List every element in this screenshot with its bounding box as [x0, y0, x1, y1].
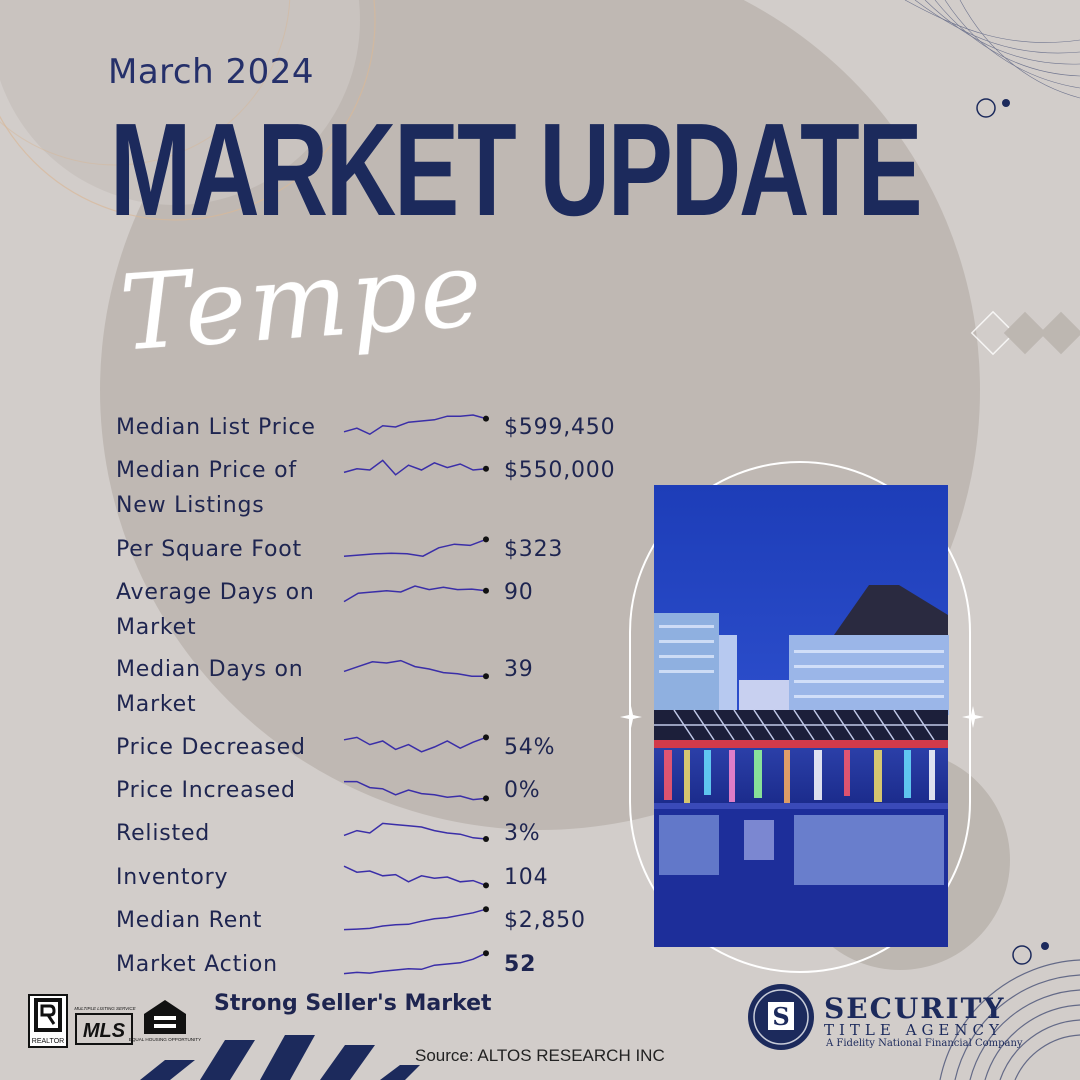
sparkline-endpoint — [483, 906, 489, 912]
trend-sparkline — [342, 775, 492, 805]
metric-value: $323 — [504, 537, 564, 562]
metric-label: Median Days on Market — [116, 657, 304, 717]
sparkle-icon — [962, 706, 984, 728]
sparkline-path — [344, 953, 486, 973]
sparkline-path — [344, 823, 486, 839]
metric-value: 54% — [504, 735, 556, 760]
headline: MARKET UPDATE — [110, 96, 921, 243]
metric-label: Price Decreased — [116, 735, 306, 760]
city-skyline-photo — [654, 485, 948, 947]
metric-label: Median Rent — [116, 908, 263, 933]
metric-value: 52 — [504, 952, 537, 977]
mls-logo — [72, 1002, 134, 1048]
metric-value: 0% — [504, 778, 541, 803]
metric-label: Average Days on Market — [116, 580, 315, 640]
badge-letter: S — [772, 1002, 790, 1031]
mls-small-text: MULTIPLE LISTING SERVICE — [74, 1006, 136, 1011]
trend-sparkline — [342, 732, 492, 762]
sparkline-path — [344, 539, 486, 556]
sparkle-icon — [620, 706, 642, 728]
market-verdict: Strong Seller's Market — [214, 991, 492, 1016]
trend-sparkline — [342, 577, 492, 607]
eho-text: EQUAL HOUSING OPPORTUNITY — [128, 1037, 202, 1042]
metric-label: Price Increased — [116, 778, 296, 803]
sparkline-endpoint — [483, 950, 489, 956]
city-name: Tempe — [116, 227, 489, 375]
metric-label: Per Square Foot — [116, 537, 302, 562]
security-title-badge — [746, 982, 816, 1052]
sparkline-endpoint — [483, 466, 489, 472]
metric-value: 39 — [504, 657, 534, 682]
metric-value: 104 — [504, 865, 549, 890]
sparkline-endpoint — [483, 795, 489, 801]
metric-label: Market Action — [116, 952, 278, 977]
sparkline-endpoint — [483, 416, 489, 422]
sparkline-endpoint — [483, 882, 489, 888]
trend-sparkline — [342, 905, 492, 935]
sparkline-path — [344, 866, 486, 885]
metric-value: 3% — [504, 821, 541, 846]
sparkline-endpoint — [483, 588, 489, 594]
company-subtitle: TITLE AGENCY — [824, 1021, 1004, 1039]
trend-sparkline — [342, 534, 492, 564]
sparkline-path — [344, 737, 486, 751]
trend-sparkline — [342, 862, 492, 892]
trend-sparkline — [342, 654, 492, 684]
metric-label: Inventory — [116, 865, 229, 890]
sparkline-endpoint — [483, 734, 489, 740]
sparkline-path — [344, 586, 486, 602]
sparkline-path — [344, 782, 486, 800]
trend-sparkline — [342, 412, 492, 442]
sparkline-path — [344, 661, 486, 677]
sparkline-endpoint — [483, 836, 489, 842]
sparkline-path — [344, 460, 486, 474]
trend-sparkline — [342, 818, 492, 848]
source-credit: Source: ALTOS RESEARCH INC — [415, 1046, 665, 1065]
sparkline-path — [344, 909, 486, 929]
metric-value: $599,450 — [504, 415, 616, 440]
equal-housing-logo — [128, 998, 202, 1050]
metric-label: Median Price of New Listings — [116, 458, 297, 518]
realtor-logo — [28, 994, 68, 1048]
mls-text: MLS — [82, 1020, 126, 1042]
sparkline-endpoint — [483, 673, 489, 679]
metric-value: 90 — [504, 580, 534, 605]
sparkline-endpoint — [483, 536, 489, 542]
report-month: March 2024 — [108, 52, 314, 92]
metric-label: Median List Price — [116, 415, 316, 440]
realtor-text: REALTOR — [31, 1038, 65, 1045]
metric-label: Relisted — [116, 821, 211, 846]
sparkline-path — [344, 415, 486, 434]
trend-sparkline — [342, 949, 492, 979]
trend-sparkline — [342, 455, 492, 485]
metric-value: $2,850 — [504, 908, 586, 933]
metric-value: $550,000 — [504, 458, 616, 483]
company-name: SECURITY — [824, 992, 1006, 1025]
company-tagline: A Fidelity National Financial Company — [826, 1038, 1023, 1049]
